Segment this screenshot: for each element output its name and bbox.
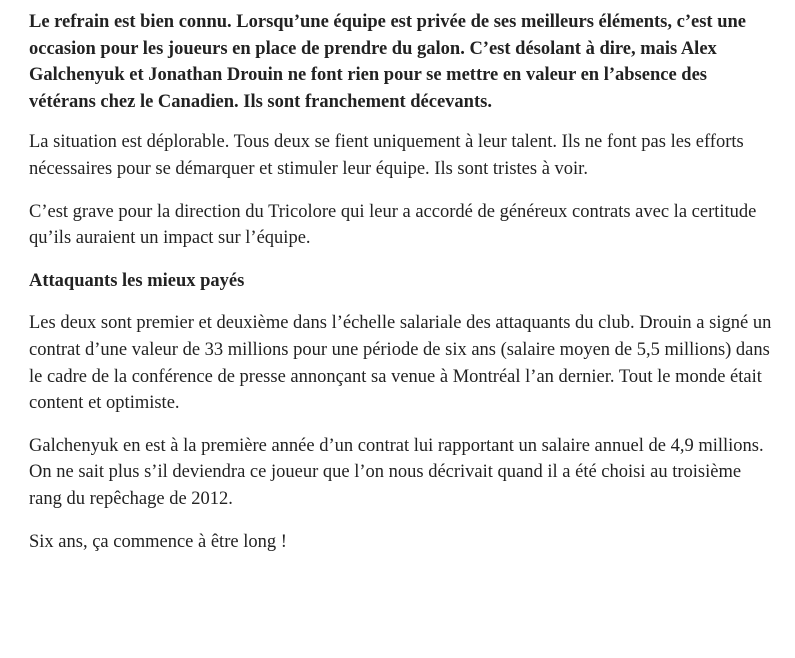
article-paragraph: C’est grave pour la direction du Tricolore qui leur a accordé de généreux contrats avec la certitude qu’ils auraient un impact sur l’équipe. [29,201,757,249]
article-lede: Le refrain est bien connu. Lorsqu’une équipe est privée de ses meilleurs éléments, c’est une occasion pour les joueurs en place de prendre du galon. C’est désolant à dire, mais Alex Galchenyuk et Jonathan Drouin ne font rien pour se mettre en valeur en l’absence des vétérans chez le Canadien. Ils sont franchement décevants. [29,12,746,112]
article-paragraph: Six ans, ça commence à être long ! [29,531,287,552]
article-body [29,9,774,571]
article-subheading: Attaquants les mieux payés [29,270,245,291]
article-paragraph: La situation est déplorable. Tous deux se fient uniquement à leur talent. Ils ne font pas les efforts nécessaires pour se démarquer et stimuler leur équipe. Ils sont tristes à voir. [29,132,744,179]
article-paragraph: Galchenyuk en est à la première année d’un contrat lui rapportant un salaire annuel de 4,9 millions. On ne sait plus s’il deviendra ce joueur que l’on nous décrivait quand il a été choisi au troisième rang du repêchage de 2012. [29,435,764,509]
article-paragraph: Les deux sont premier et deuxième dans l’échelle salariale des attaquants du club. Drouin a signé un contrat d’une valeur de 33 millions pour une période de six ans (salaire moyen de 5,5 millions) dans le cadre de la conférence de presse annonçant sa venue à Montréal l’an dernier. Tout le monde était content et optimiste. [29,313,772,414]
